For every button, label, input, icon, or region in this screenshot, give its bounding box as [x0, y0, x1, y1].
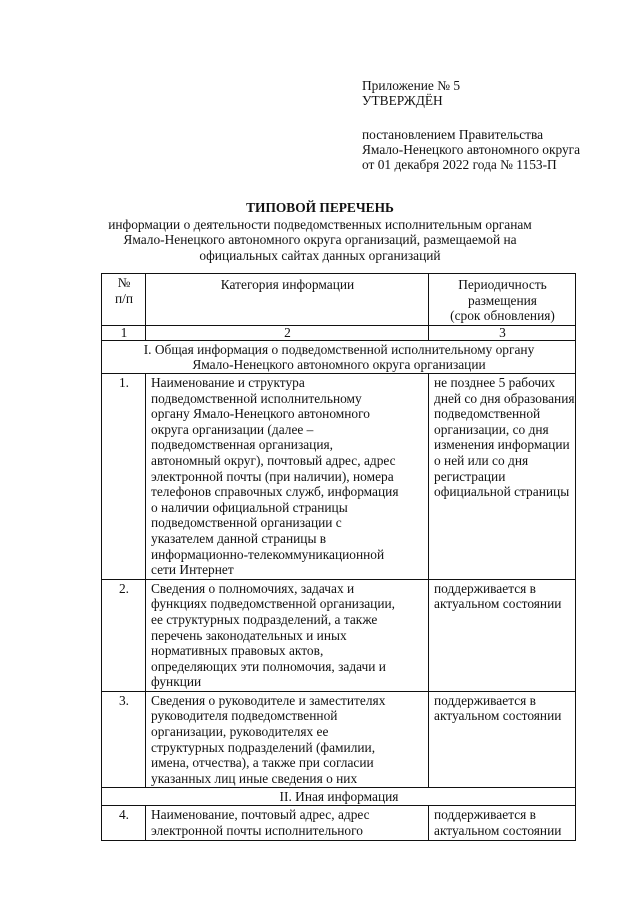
category-text-line: электронной почты (при наличии), номера	[151, 468, 394, 484]
category-text-line: функции	[151, 674, 202, 690]
table-row	[102, 806, 576, 840]
period-text-line: актуальном состоянии	[434, 596, 562, 612]
government-line: Ямало-Ненецкого автономного округа	[362, 142, 581, 157]
header-category: Категория информации	[146, 274, 429, 326]
category-text-line: Сведения о полномочиях, задачах и	[151, 580, 355, 596]
document-title	[70, 200, 570, 263]
category-text-line: электронной почты исполнительного	[151, 823, 363, 839]
category-text-line: подведомственная организация,	[151, 437, 334, 453]
section-heading-line: Ямало-Ненецкого автономного округа организации	[192, 357, 486, 372]
category-text-line: нормативных правовых актов,	[151, 643, 324, 659]
row-period-text	[429, 579, 576, 691]
period-text-line: регистрации	[434, 468, 506, 484]
period-text-line: организации, со дня	[434, 421, 549, 437]
row-period-text	[429, 806, 576, 840]
row-number: 2.	[102, 579, 146, 691]
title-subtitle-line: официальных сайтах данных организаций	[199, 247, 441, 263]
row-number: 4.	[102, 806, 146, 840]
column-index-row	[102, 326, 576, 341]
section-heading-line: I. Общая информация о подведомственной исполнительному органу	[143, 342, 535, 357]
column-index: 2	[146, 326, 429, 341]
category-text-line: ее структурных подразделений, а также	[151, 611, 378, 627]
section-heading-row	[102, 341, 576, 374]
row-category-text	[146, 691, 429, 788]
table-row	[102, 374, 576, 580]
row-number: 1.	[102, 374, 146, 580]
header-period-line: размещения	[468, 292, 537, 308]
category-text-line: структурных подразделений (фамилии,	[151, 739, 376, 755]
info-list-table	[101, 273, 576, 841]
period-text-line: официальной страницы	[434, 484, 570, 500]
category-text-line: руководителя подведомственной	[151, 708, 338, 724]
category-text-line: Наименование, почтовый адрес, адрес	[151, 807, 370, 823]
header-num	[102, 274, 146, 326]
category-text-line: подведомственной исполнительному	[151, 390, 362, 406]
table-header-row	[102, 274, 576, 326]
period-text-line: актуальном состоянии	[434, 708, 562, 724]
category-text-line: информационно-телекоммуникационной	[151, 546, 385, 562]
category-text-line: телефонов справочных служб, информация	[151, 484, 399, 500]
table-row	[102, 691, 576, 788]
title-subtitle-line: Ямало-Ненецкого автономного округа организаций, размещаемой на	[123, 232, 517, 247]
title-main: ТИПОВОЙ ПЕРЕЧЕНЬ	[246, 200, 394, 215]
title-subtitle-line: информации о деятельности подведомственных исполнительным органам	[108, 216, 532, 232]
category-text-line: Сведения о руководителе и заместителях	[151, 692, 386, 708]
period-text-line: поддерживается в	[434, 692, 536, 708]
approval-block	[362, 78, 580, 172]
section-heading	[102, 788, 576, 806]
period-text-line: изменения информации	[434, 437, 570, 453]
period-text-line: не позднее 5 рабочих	[434, 375, 556, 390]
resolution-line: постановлением Правительства	[362, 127, 544, 142]
category-text-line: перечень законодательных и иных	[151, 627, 347, 643]
header-period-line: (срок обновления)	[450, 308, 555, 324]
period-text-line: поддерживается в	[434, 807, 536, 823]
period-text-line: подведомственной	[434, 406, 541, 422]
category-text-line: указанных лиц иные сведения о них	[151, 770, 358, 786]
period-text-line: поддерживается в	[434, 580, 536, 596]
header-num-line: №	[117, 275, 131, 290]
header-period-line: Периодичность	[458, 277, 547, 292]
header-period	[429, 274, 576, 326]
row-category-text	[146, 806, 429, 840]
category-text-line: автономный округ), почтовый адрес, адрес	[151, 452, 396, 468]
category-text-line: организации, руководителях ее	[151, 724, 329, 740]
row-category-text	[146, 374, 429, 580]
category-text-line: функциях подведомственной организации,	[151, 596, 396, 612]
category-text-line: подведомственной организации с	[151, 515, 342, 531]
column-index: 1	[102, 326, 146, 341]
category-text-line: имена, отчества), а также при согласии	[151, 755, 374, 771]
period-text-line: дней со дня образования	[434, 390, 575, 406]
period-text-line: актуальном состоянии	[434, 823, 562, 839]
section-heading-line: II. Иная информация	[279, 789, 399, 805]
row-category-text	[146, 579, 429, 691]
category-text-line: сети Интернет	[151, 562, 234, 578]
category-text-line: определяющих эти полномочия, задачи и	[151, 658, 386, 674]
column-index: 3	[429, 326, 576, 341]
category-text-line: указателем данной страницы в	[151, 530, 327, 546]
category-text-line: округа организации (далее –	[151, 421, 314, 437]
table-row	[102, 579, 576, 691]
row-number: 3.	[102, 691, 146, 788]
row-period-text	[429, 374, 576, 580]
section-heading	[102, 341, 576, 374]
period-text-line: о ней или со дня	[434, 452, 529, 468]
section-heading-row	[102, 788, 576, 806]
appendix-number: Приложение № 5	[362, 78, 461, 93]
resolution-date-line: от 01 декабря 2022 года № 1153-П	[362, 157, 557, 172]
header-num-line: п/п	[114, 290, 134, 306]
row-period-text	[429, 691, 576, 788]
category-text-line: органу Ямало-Ненецкого автономного	[151, 406, 370, 422]
category-text-line: Наименование и структура	[151, 375, 305, 390]
category-text-line: о наличии официальной страницы	[151, 499, 348, 515]
approved-label: УТВЕРЖДЁН	[362, 93, 443, 108]
